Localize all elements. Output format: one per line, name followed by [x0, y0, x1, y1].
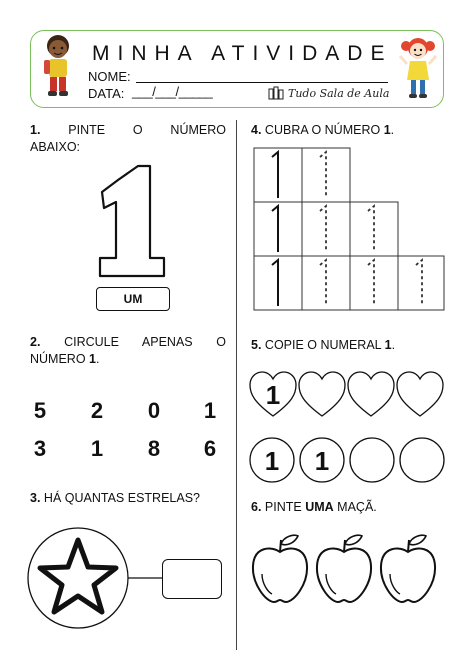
digit-r1c2[interactable]: 2 [90, 398, 104, 423]
name-line [136, 82, 388, 83]
q2-line2: NÚMERO 1. [30, 352, 100, 366]
circle-1-text: 1 [264, 446, 280, 476]
q2-line1: 2. CIRCULE APENAS O [30, 335, 226, 349]
q6-instruction: 6. PINTE UMA MAÇÃ. [251, 500, 377, 514]
tracing-grid [254, 148, 444, 312]
date-blanks: ___/___/_____ [132, 84, 213, 99]
column-divider [236, 120, 237, 650]
word-box [96, 287, 170, 311]
answer-box[interactable] [162, 559, 222, 599]
q1-line1: 1. PINTE O NÚMERO [30, 123, 226, 137]
digit-r2c2[interactable]: 1 [90, 436, 104, 461]
activity-title: MINHA ATIVIDADE [92, 42, 393, 65]
girl-illustration [398, 34, 438, 104]
q3-question: 3. HÁ QUANTAS ESTRELAS? [30, 491, 200, 505]
digit-r2c1[interactable]: 3 [33, 436, 47, 461]
circle-2-text: 1 [314, 446, 330, 476]
digit-r1c1[interactable]: 5 [33, 398, 47, 423]
q4-instruction: 4. CUBRA O NÚMERO 1. [251, 123, 395, 137]
digit-r2c3[interactable]: 8 [147, 436, 161, 461]
name-label: NOME: [88, 69, 131, 84]
digit-r1c4[interactable]: 1 [203, 398, 217, 423]
heart-1-text: 1 [265, 380, 281, 410]
date-label: DATA: [88, 86, 125, 101]
digit-r1c3[interactable]: 0 [147, 398, 161, 423]
digit-r2c4[interactable]: 6 [203, 436, 217, 461]
books-icon [268, 86, 286, 100]
boy-illustration [38, 32, 78, 104]
word-um: UM [123, 292, 143, 306]
q5-instruction: 5. COPIE O NUMERAL 1. [251, 338, 396, 352]
apples-row [250, 534, 450, 606]
q1-line2: ABAIXO: [30, 140, 81, 154]
big-numeral-one-outline [92, 160, 172, 285]
brand-logo-text: Tudo Sala de Aula [288, 87, 390, 100]
